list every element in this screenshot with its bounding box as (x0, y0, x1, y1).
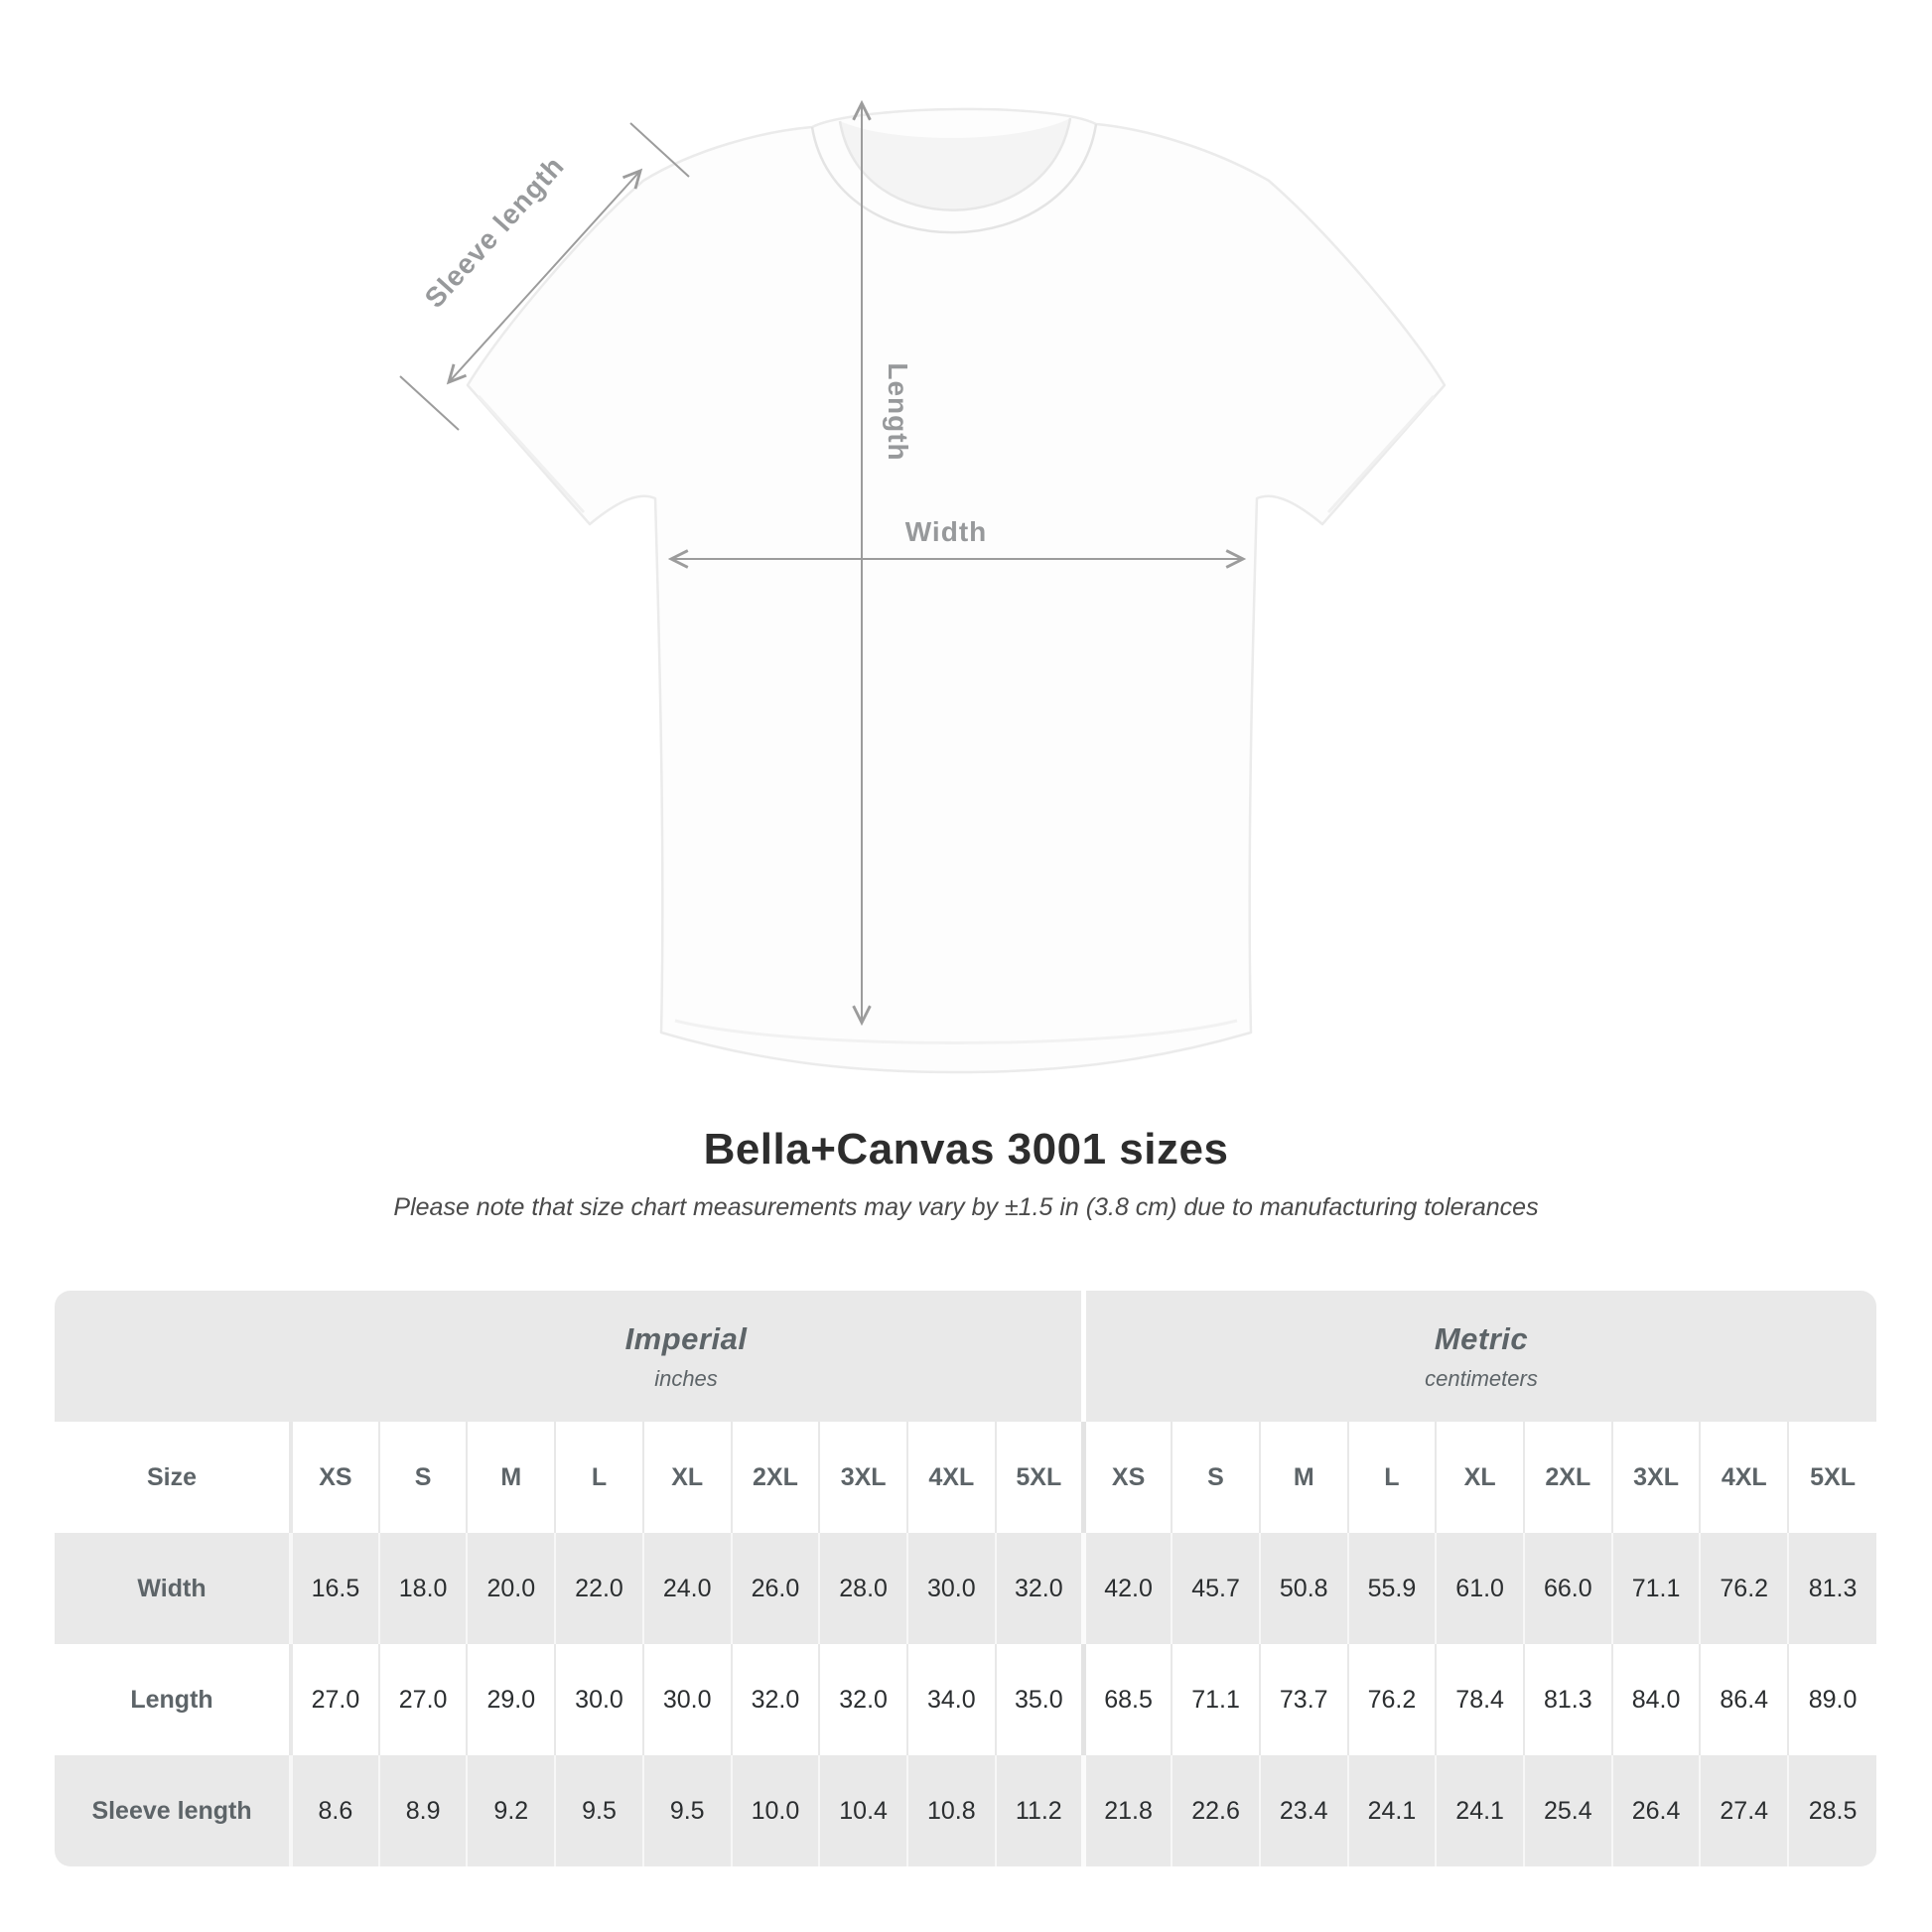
value-cell: 9.2 (467, 1755, 555, 1866)
value-cell: 21.8 (1083, 1755, 1172, 1866)
length-label: Length (883, 362, 913, 462)
value-cell: 30.0 (555, 1644, 643, 1755)
value-cell: 11.2 (996, 1755, 1084, 1866)
value-cell: 61.0 (1436, 1533, 1524, 1644)
size-col-header: S (1172, 1422, 1260, 1533)
size-col-header: M (1260, 1422, 1348, 1533)
measurement-row-label: Sleeve length (55, 1755, 291, 1866)
value-cell: 81.3 (1524, 1644, 1612, 1755)
size-col-header: 4XL (907, 1422, 996, 1533)
size-table-body (55, 1291, 1876, 1866)
value-cell: 24.0 (643, 1533, 732, 1644)
size-col-header: 4XL (1700, 1422, 1788, 1533)
value-cell: 27.4 (1700, 1755, 1788, 1866)
value-cell: 10.8 (907, 1755, 996, 1866)
value-cell: 30.0 (907, 1533, 996, 1644)
tshirt-illustration (468, 109, 1445, 1072)
size-col-header: M (467, 1422, 555, 1533)
unit-group-name: Metric (1434, 1320, 1529, 1356)
sleeve-length-label: Sleeve length (418, 150, 571, 314)
page-title: Bella+Canvas 3001 sizes (703, 1125, 1229, 1173)
value-cell: 71.1 (1612, 1533, 1701, 1644)
value-cell: 89.0 (1788, 1644, 1876, 1755)
value-cell: 86.4 (1700, 1644, 1788, 1755)
value-cell: 32.0 (819, 1644, 907, 1755)
width-label: Width (904, 516, 988, 547)
size-col-header: L (555, 1422, 643, 1533)
value-cell: 35.0 (996, 1644, 1084, 1755)
value-cell: 78.4 (1436, 1644, 1524, 1755)
value-cell: 50.8 (1260, 1533, 1348, 1644)
value-cell: 76.2 (1348, 1644, 1437, 1755)
value-cell: 84.0 (1612, 1644, 1701, 1755)
value-cell: 71.1 (1172, 1644, 1260, 1755)
size-col-header: L (1348, 1422, 1437, 1533)
value-cell: 24.1 (1436, 1755, 1524, 1866)
value-cell: 32.0 (996, 1533, 1084, 1644)
size-col-header: XL (643, 1422, 732, 1533)
value-cell: 26.0 (732, 1533, 820, 1644)
unit-group-row (55, 1291, 1876, 1422)
size-col-header: 5XL (996, 1422, 1084, 1533)
measurement-row (55, 1755, 1876, 1866)
size-table-container (55, 1291, 1876, 1866)
value-cell: 20.0 (467, 1533, 555, 1644)
value-cell: 10.0 (732, 1755, 820, 1866)
measurement-row-label: Length (55, 1644, 291, 1755)
size-col-header: XS (291, 1422, 379, 1533)
size-header-row (55, 1422, 1876, 1533)
size-col-header: 5XL (1788, 1422, 1876, 1533)
size-col-header: 3XL (1612, 1422, 1701, 1533)
unit-group-header-metric (1083, 1291, 1876, 1422)
value-cell: 29.0 (467, 1644, 555, 1755)
value-cell: 18.0 (379, 1533, 468, 1644)
value-cell: 30.0 (643, 1644, 732, 1755)
value-cell: 81.3 (1788, 1533, 1876, 1644)
unit-group-corner (55, 1291, 291, 1422)
value-cell: 28.5 (1788, 1755, 1876, 1866)
unit-group-unit: centimeters (1425, 1365, 1538, 1391)
unit-group-header-imperial (291, 1291, 1083, 1422)
value-cell: 25.4 (1524, 1755, 1612, 1866)
size-col-header: S (379, 1422, 468, 1533)
value-cell: 23.4 (1260, 1755, 1348, 1866)
size-table (55, 1291, 1876, 1866)
value-cell: 10.4 (819, 1755, 907, 1866)
value-cell: 9.5 (555, 1755, 643, 1866)
size-corner-label: Size (55, 1422, 291, 1533)
measurement-row-label: Width (55, 1533, 291, 1644)
value-cell: 8.9 (379, 1755, 468, 1866)
measurement-row (55, 1644, 1876, 1755)
value-cell: 28.0 (819, 1533, 907, 1644)
value-cell: 45.7 (1172, 1533, 1260, 1644)
value-cell: 22.6 (1172, 1755, 1260, 1866)
title-block (0, 1120, 1932, 1222)
unit-group-name: Imperial (624, 1320, 748, 1356)
value-cell: 76.2 (1700, 1533, 1788, 1644)
size-col-header: XS (1083, 1422, 1172, 1533)
value-cell: 9.5 (643, 1755, 732, 1866)
measurement-row (55, 1533, 1876, 1644)
value-cell: 32.0 (732, 1644, 820, 1755)
unit-group-unit: inches (654, 1365, 718, 1391)
value-cell: 16.5 (291, 1533, 379, 1644)
size-col-header: 2XL (1524, 1422, 1612, 1533)
size-col-header: XL (1436, 1422, 1524, 1533)
value-cell: 22.0 (555, 1533, 643, 1644)
size-col-header: 2XL (732, 1422, 820, 1533)
value-cell: 27.0 (379, 1644, 468, 1755)
value-cell: 55.9 (1348, 1533, 1437, 1644)
value-cell: 73.7 (1260, 1644, 1348, 1755)
page-subtitle: Please note that size chart measurements may vary by ±1.5 in (3.8 cm) due to manufacturing tolerances (393, 1193, 1539, 1221)
value-cell: 27.0 (291, 1644, 379, 1755)
value-cell: 26.4 (1612, 1755, 1701, 1866)
value-cell: 8.6 (291, 1755, 379, 1866)
value-cell: 68.5 (1083, 1644, 1172, 1755)
value-cell: 24.1 (1348, 1755, 1437, 1866)
value-cell: 66.0 (1524, 1533, 1612, 1644)
size-col-header: 3XL (819, 1422, 907, 1533)
value-cell: 42.0 (1083, 1533, 1172, 1644)
value-cell: 34.0 (907, 1644, 996, 1755)
